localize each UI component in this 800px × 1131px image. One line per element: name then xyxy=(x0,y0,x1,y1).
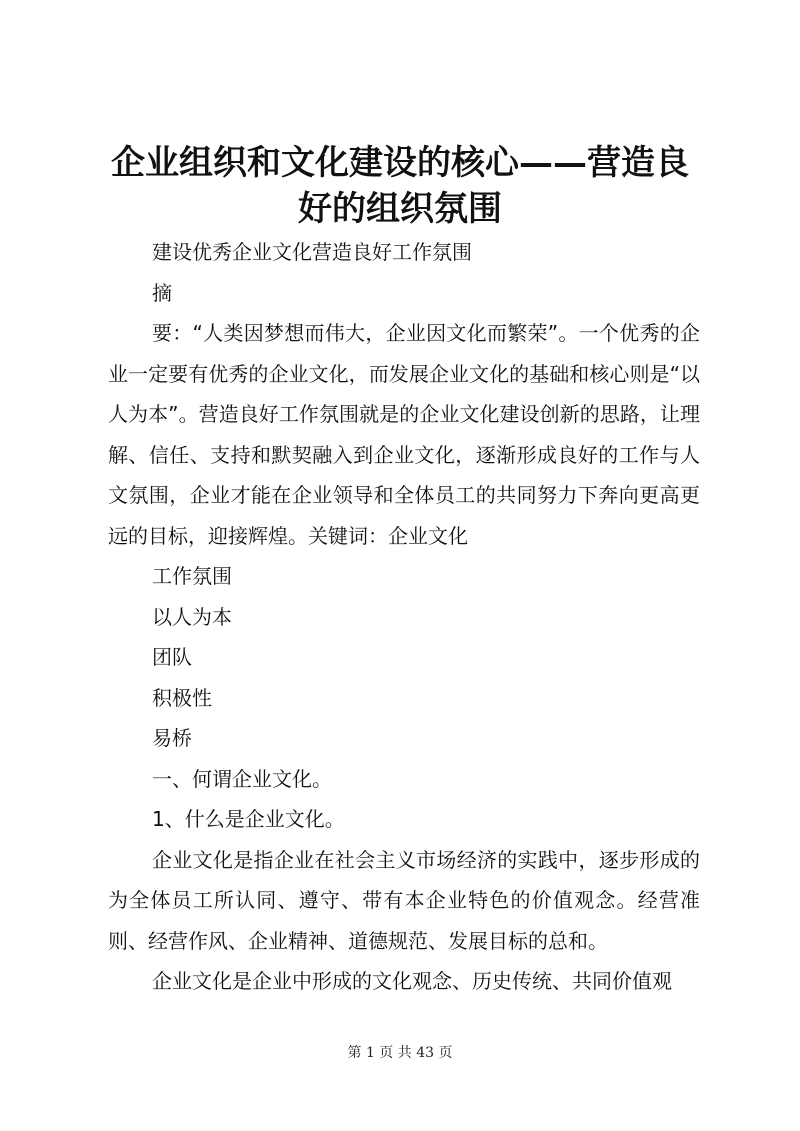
keyword-paragraph: 以人为本 xyxy=(152,604,232,629)
abstract-paragraph: 要：“人类因梦想而伟大，企业因文化而繁荣”。一个优秀的企业一定要有优秀的企业文化，而发展企业文化的基础和核心则是“以人为本”。营造良好工作氛围就是的企业文化建设创新的思路，让理解、信任、支持和默契融入到企业文化，逐渐形成良好的工作与人文氛围，企业才能在企业领导和全体员工的共同努力下奔向更高更远的目标，迎接辉煌。关键词：企业文化 xyxy=(108,321,700,548)
body-paragraph: 企业文化是指企业在社会主义市场经济的实践中，逐步形成的为全体员工所认同、遵守、带有本企业特色的价值观念。经营准则、经营作风、企业精神、道德规范、发展目标的总和。 xyxy=(108,847,700,953)
section-heading: 一、何谓企业文化。 xyxy=(152,766,332,791)
author-paragraph: 易桥 xyxy=(152,726,192,750)
document-body xyxy=(108,232,700,1002)
abstract-label-paragraph: 摘 xyxy=(152,280,172,305)
subsection-heading: 1、什么是企业文化。 xyxy=(152,807,345,831)
keyword-paragraph: 积极性 xyxy=(152,685,212,710)
keyword-paragraph: 工作氛围 xyxy=(152,564,232,588)
page-footer: 第 1 页 共 43 页 xyxy=(347,1045,453,1061)
keyword-paragraph: 团队 xyxy=(152,645,192,669)
subtitle-paragraph: 建设优秀企业文化营造良好工作氛围 xyxy=(152,240,472,264)
document-title: 企业组织和文化建设的核心——营造良好的组织氛围 xyxy=(111,143,689,229)
body-paragraph: 企业文化是企业中形成的文化观念、历史传统、共同价值观 xyxy=(152,969,672,993)
